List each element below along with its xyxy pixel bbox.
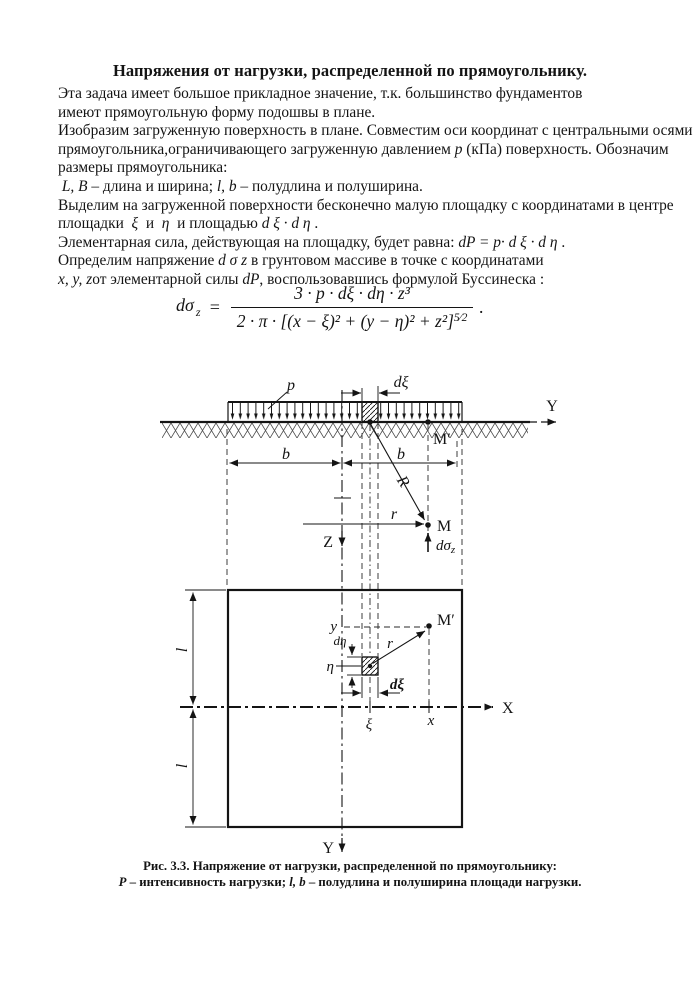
- page-title: Напряжения от нагрузки, распределенной по прямоугольнику.: [112, 61, 588, 80]
- label-dxi-section: dξ: [393, 374, 409, 391]
- label-l-top: l: [174, 647, 191, 653]
- label-Z: Z: [323, 534, 333, 551]
- label-dsigmaz: $d\sigma_z$: [436, 538, 456, 556]
- text-segment: d ξ · d η: [261, 215, 311, 233]
- l-dimension: [185, 590, 226, 827]
- ground-hatching: [162, 423, 528, 438]
- label-y-axis-right: Y: [546, 398, 558, 415]
- text-segment: x, y, z: [58, 270, 93, 288]
- label-p: p: [287, 377, 295, 394]
- label-eta: η: [326, 659, 334, 675]
- text-segment: Эта задача имеет большое прикладное значение, т.к. большинство фундаментов: [58, 85, 583, 102]
- deta-dimension: [336, 644, 361, 688]
- text-segment: ξ: [131, 215, 139, 233]
- text-segment: l, b: [216, 177, 237, 195]
- label-x-coord: x: [427, 713, 435, 729]
- label-b-left: b: [282, 446, 290, 463]
- label-b-right: b: [397, 446, 405, 463]
- elementary-strip: [362, 402, 378, 422]
- formula-period: .: [479, 297, 484, 317]
- label-dxi-plan: dξ: [389, 677, 405, 693]
- dxi-dimension-section: [341, 386, 400, 401]
- text-segment: и площадью: [169, 215, 262, 233]
- text-segment: .: [557, 233, 566, 251]
- m-prime-point-plan: [426, 623, 432, 629]
- label-l-bottom: l: [174, 763, 191, 769]
- formula-lhs: dσ $_z$: [176, 295, 201, 319]
- m-prime-point-section: [425, 419, 431, 425]
- label-r-plan: r: [387, 636, 393, 652]
- text-segment: .: [310, 215, 319, 233]
- label-R: R: [393, 472, 413, 491]
- formula-denominator: $2 \cdot \pi \cdot [(x - \xi)^2 + (y - \eta)^2 + z^2]^{5⁄2}$: [231, 307, 474, 332]
- text-segment: Определим напряжение: [58, 252, 219, 270]
- label-r-section: r: [390, 506, 398, 523]
- point-M: [425, 522, 431, 528]
- label-m-prime-plan: M′: [437, 612, 455, 629]
- label-xi: ξ: [365, 717, 373, 733]
- text-segment: от элементарной силы: [92, 270, 243, 288]
- formula-exponent: 5⁄2: [453, 312, 468, 324]
- text-segment: имеют прямоугольную форму подошвы в плане.: [58, 103, 376, 121]
- label-m-prime-section: M′: [433, 431, 451, 448]
- text-segment: Выделим на загруженной поверхности бесконечно малую площадку с координатами в центре: [58, 196, 674, 214]
- r-line-plan: [373, 631, 426, 664]
- text-segment: – интенсивность нагрузки;: [126, 875, 290, 889]
- text-segment: dP = p· d ξ · d η: [458, 233, 558, 251]
- text-segment: Элементарная сила, действующая на площадку, будет равна:: [58, 233, 459, 251]
- text-segment: (кПа) поверхность. Обозначим: [462, 140, 669, 158]
- projection-dashed-lines: [227, 423, 462, 705]
- label-M: M: [437, 518, 452, 535]
- text-segment: Рис. 3.3. Напряжение от нагрузки, распределенной по прямоугольнику:: [143, 859, 557, 873]
- text-segment: в грунтовом массиве в точке с координатами: [247, 252, 544, 270]
- plan-view: [174, 590, 514, 857]
- formula-numerator: 3 · p · dξ · dη · z³: [294, 283, 410, 303]
- text-segment: Изобразим загруженную поверхность в плане. Совместим оси координат с центральными осями: [58, 122, 693, 140]
- text-segment: размеры прямоугольника:: [58, 159, 228, 177]
- text-segment: площадки: [58, 215, 132, 233]
- label-y-coord: y: [330, 619, 337, 635]
- text-segment: Р: [118, 875, 127, 889]
- text-segment: η: [161, 215, 170, 233]
- label-deta: dη: [333, 633, 347, 648]
- text-segment: – полудлина и полуширина площади нагрузки.: [305, 875, 582, 889]
- text-segment: d σ z: [218, 252, 248, 270]
- distributed-load: [228, 402, 462, 422]
- section-view: [160, 374, 558, 556]
- text-segment: l, b: [289, 875, 306, 889]
- label-x-axis: X: [502, 700, 514, 717]
- text-segment: и: [138, 215, 162, 233]
- text-segment: – полудлина и полуширина.: [236, 177, 423, 195]
- text-segment: dP: [242, 270, 260, 288]
- text-segment: прямоугольника,ограничивающего загруженную давлением: [58, 140, 455, 158]
- text-segment: – длина и ширина;: [87, 177, 217, 195]
- formula-equals: =: [208, 297, 221, 317]
- text-segment: , воспользовавшись формулой Буссинеска :: [259, 270, 545, 288]
- text-segment: L, B: [61, 177, 88, 195]
- text-segment: p: [454, 140, 463, 158]
- label-y-axis-bottom: Y: [322, 840, 334, 857]
- element-center-point: [368, 664, 372, 668]
